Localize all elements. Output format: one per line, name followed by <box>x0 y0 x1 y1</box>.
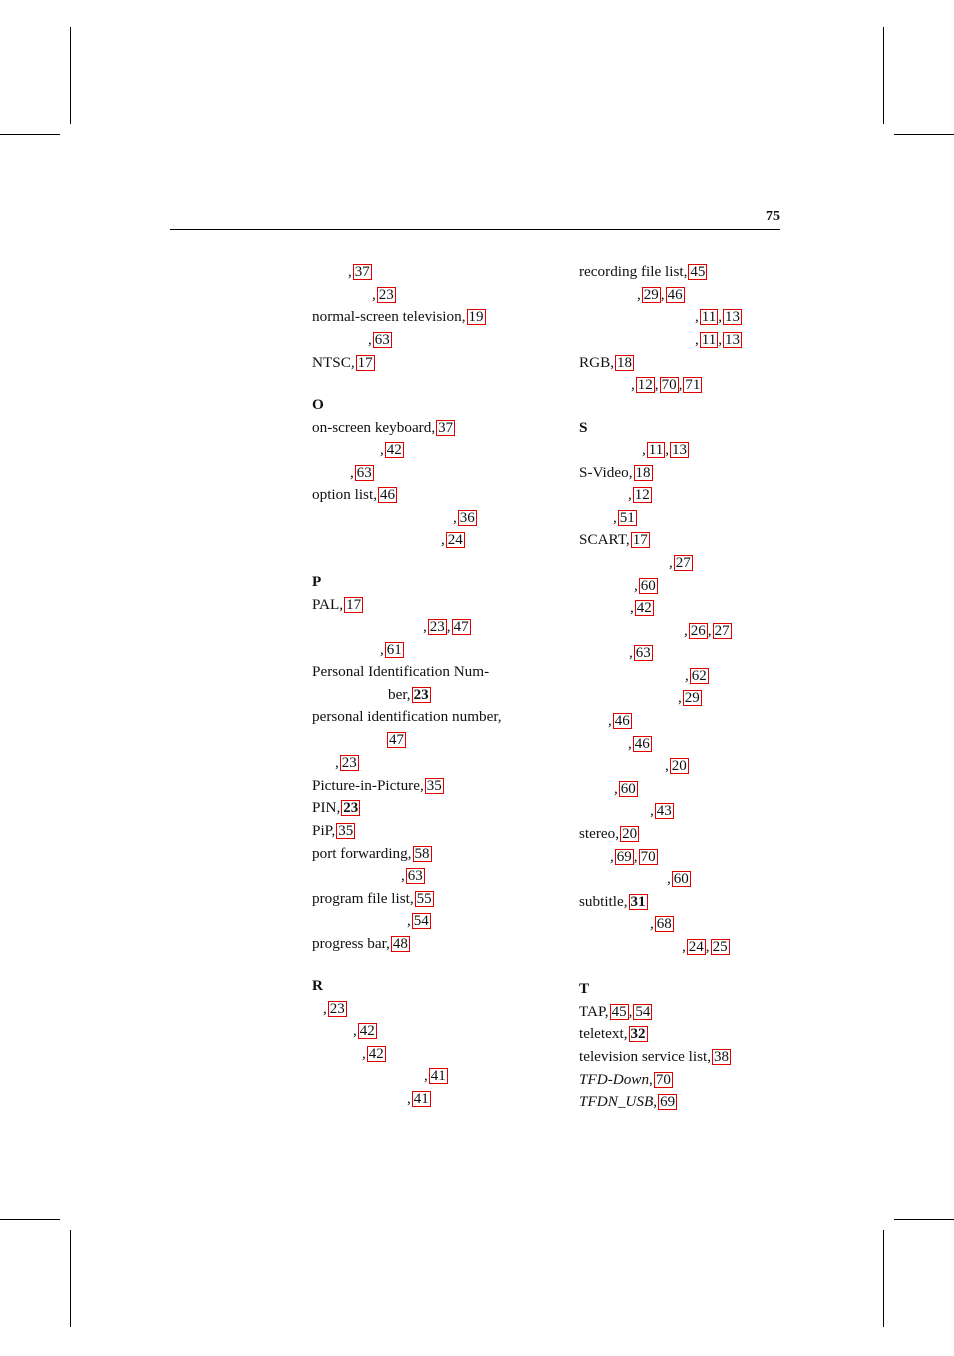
page-link[interactable]: 60 <box>640 578 656 594</box>
page-link[interactable]: 11 <box>701 332 717 348</box>
page-link[interactable]: 70 <box>661 377 677 393</box>
page-link[interactable]: 13 <box>725 309 741 325</box>
index-entry: , 51 <box>613 509 635 526</box>
index-entry: Picture-in-Picture, 35 <box>312 777 442 794</box>
page-link[interactable]: 27 <box>675 555 691 571</box>
index-entry: , 63 <box>350 464 372 481</box>
index-entry: , 42 <box>630 599 652 616</box>
entry-term: television service list <box>579 1048 708 1065</box>
page-link[interactable]: 12 <box>637 377 653 393</box>
section-letter: S <box>579 419 588 436</box>
page-link[interactable]: 70 <box>640 849 656 865</box>
index-entry: , 29 , 46 <box>637 286 683 303</box>
page-link[interactable]: 46 <box>667 287 683 303</box>
page-link[interactable]: 13 <box>672 442 688 458</box>
page-link[interactable]: 38 <box>714 1049 730 1065</box>
page-link[interactable]: 41 <box>430 1068 446 1084</box>
page-link[interactable]: 47 <box>453 619 469 635</box>
page-link[interactable]: 48 <box>392 936 408 952</box>
page-link[interactable]: 43 <box>656 803 672 819</box>
index-entry: , 42 <box>362 1045 384 1062</box>
index-entry: , 23 , 47 <box>423 618 469 635</box>
entry-term: Picture-in-Picture <box>312 777 420 794</box>
page-link[interactable]: 13 <box>725 332 741 348</box>
index-entry: , 46 <box>608 712 630 729</box>
index-entry: , 60 <box>614 780 636 797</box>
entry-term: recording file list <box>579 263 684 280</box>
page-link[interactable]: 24 <box>447 532 463 548</box>
index-entry: PiP, 35 <box>312 822 354 839</box>
header-rule <box>170 229 780 230</box>
index-entry: PAL, 17 <box>312 596 362 613</box>
page-link[interactable]: 12 <box>634 487 650 503</box>
index-entry: , 20 <box>665 757 687 774</box>
index-entry: , 41 <box>407 1090 429 1107</box>
index-entry: option list, 46 <box>312 486 395 503</box>
page-link[interactable]: 60 <box>673 871 689 887</box>
page-link[interactable]: 23 <box>329 1001 345 1017</box>
page-link[interactable]: 32 <box>630 1026 646 1042</box>
index-entry <box>312 706 502 728</box>
section-letter: T <box>579 980 590 997</box>
page-link[interactable]: 47 <box>389 732 404 748</box>
page-link[interactable]: 29 <box>684 690 700 706</box>
page-link[interactable]: 42 <box>636 600 652 616</box>
page-link[interactable]: 63 <box>356 465 372 481</box>
index-entry: , 61 <box>380 641 402 658</box>
index-entry: , 26 , 27 <box>684 622 730 639</box>
section-letter: R <box>312 977 323 994</box>
page-link[interactable]: 36 <box>459 510 475 526</box>
page-link[interactable]: 45 <box>611 1004 627 1020</box>
index-entry: TFD-Down, 70 <box>579 1071 671 1088</box>
index-entry: , 29 <box>678 689 700 706</box>
page-link[interactable]: 17 <box>346 597 362 613</box>
page-link[interactable]: 23 <box>413 687 429 703</box>
page-link[interactable]: 69 <box>616 849 632 865</box>
entry-term: ber <box>388 686 407 703</box>
entry-term: NTSC <box>312 354 351 371</box>
index-entry: TAP, 45 , 54 <box>579 1003 651 1020</box>
index-entry: , 23 <box>372 286 394 303</box>
index-entry: , 27 <box>669 554 691 571</box>
page-link[interactable]: 19 <box>468 309 484 325</box>
index-entry: , 24 <box>441 531 463 548</box>
index-entry <box>312 661 489 683</box>
crop-mark <box>883 1230 884 1327</box>
index-entry: , 63 <box>368 331 390 348</box>
page-link[interactable]: 26 <box>690 623 706 639</box>
entry-term: SCART <box>579 531 626 548</box>
page-link[interactable]: 11 <box>701 309 717 325</box>
index-entry: normal-screen television, 19 <box>312 308 484 325</box>
section-letter: O <box>312 396 324 413</box>
page-link[interactable]: 69 <box>660 1094 676 1110</box>
page-link[interactable]: 61 <box>386 642 402 658</box>
index-entry: , 11 , 13 <box>695 331 741 348</box>
entry-term: subtitle <box>579 893 624 910</box>
entry-term: TFDN_USB <box>579 1093 654 1110</box>
crop-mark <box>70 27 71 124</box>
index-entry: , 11 , 13 <box>642 441 688 458</box>
page-link[interactable]: 23 <box>341 755 357 771</box>
index-entry: , 46 <box>628 735 650 752</box>
crop-mark <box>0 1219 60 1220</box>
index-entry: , 60 <box>634 577 656 594</box>
index-entry: , 12 , 70 , 71 <box>631 376 701 393</box>
index-entry: , 42 <box>353 1022 375 1039</box>
page-link[interactable]: 63 <box>407 868 423 884</box>
index-entry: , 41 <box>424 1067 446 1084</box>
index-entry: subtitle, 31 <box>579 893 646 910</box>
page-link[interactable]: 46 <box>634 736 650 752</box>
crop-mark <box>883 27 884 124</box>
page-link[interactable]: 18 <box>617 355 633 371</box>
page-link[interactable]: 63 <box>374 332 390 348</box>
crop-mark <box>0 134 60 135</box>
entry-term: TAP <box>579 1003 605 1020</box>
index-entry: port forwarding, 58 <box>312 845 430 862</box>
index-entry: , 42 <box>380 441 402 458</box>
index-entry: PIN, 23 <box>312 799 359 816</box>
entry-term: teletext <box>579 1025 624 1042</box>
page-link[interactable]: 70 <box>655 1072 671 1088</box>
index-entry: , 11 , 13 <box>695 308 741 325</box>
page-link[interactable]: 46 <box>614 713 630 729</box>
index-entry: , 54 <box>407 912 429 929</box>
index-entry: , 68 <box>650 915 672 932</box>
index-entry: , 63 <box>629 644 651 661</box>
index-entry: , 60 <box>667 870 689 887</box>
page-link[interactable]: 35 <box>426 778 442 794</box>
page-link[interactable]: 60 <box>620 781 636 797</box>
index-entry: progress bar, 48 <box>312 935 408 952</box>
crop-mark <box>70 1230 71 1327</box>
index-entry: , 62 <box>685 667 707 684</box>
entry-term: option list <box>312 486 374 503</box>
section-letter: P <box>312 573 322 590</box>
index-entry: NTSC, 17 <box>312 354 373 371</box>
entry-term: program file list <box>312 890 410 907</box>
index-entry: recording file list, 45 <box>579 263 706 280</box>
entry-term: RGB <box>579 354 611 371</box>
page-link[interactable]: 58 <box>414 846 430 862</box>
entry-term: S-Video <box>579 464 629 481</box>
index-entry <box>386 729 406 751</box>
page-link[interactable]: 45 <box>690 264 706 280</box>
page-link[interactable]: 54 <box>413 913 429 929</box>
index-entry: SCART, 17 <box>579 531 648 548</box>
index-entry: program file list, 55 <box>312 890 432 907</box>
entry-term: PAL <box>312 596 340 613</box>
entry-term: TFD-Down <box>579 1071 650 1088</box>
page-link[interactable]: 42 <box>359 1023 375 1039</box>
page-link[interactable]: 62 <box>691 668 707 684</box>
page-link[interactable]: 17 <box>357 355 373 371</box>
index-entry: RGB, 18 <box>579 354 633 371</box>
index-entry: on-screen keyboard, 37 <box>312 419 454 436</box>
page-link[interactable]: 23 <box>343 800 359 816</box>
page-link[interactable]: 55 <box>416 891 432 907</box>
index-entry: S-Video, 18 <box>579 464 651 481</box>
page-link[interactable]: 68 <box>656 916 672 932</box>
page-link[interactable]: 35 <box>338 823 354 839</box>
entry-term: personal identification number, <box>312 708 502 725</box>
index-entry: , 24 , 25 <box>682 938 728 955</box>
page-link[interactable]: 42 <box>386 442 402 458</box>
index-entry: , 43 <box>650 802 672 819</box>
entry-term: PiP <box>312 822 332 839</box>
index-entry: television service list, 38 <box>579 1048 730 1065</box>
entry-term: Personal Identification Num- <box>312 663 490 680</box>
page-link[interactable]: 37 <box>438 420 454 436</box>
index-entry: teletext, 32 <box>579 1025 646 1042</box>
page-link[interactable]: 63 <box>635 645 651 661</box>
index-entry: stereo, 20 <box>579 825 638 842</box>
page-link[interactable]: 46 <box>379 487 395 503</box>
page-link[interactable]: 11 <box>648 442 664 458</box>
page-link[interactable]: 23 <box>429 619 445 635</box>
page-link[interactable]: 17 <box>632 532 648 548</box>
page-link[interactable]: 18 <box>635 465 651 481</box>
page-link[interactable]: 37 <box>354 264 370 280</box>
index-entry: , 12 <box>628 486 650 503</box>
page-link[interactable]: 29 <box>643 287 659 303</box>
entry-term: port forwarding <box>312 845 408 862</box>
page-link[interactable]: 51 <box>619 510 635 526</box>
index-entry: TFDN_USB, 69 <box>579 1093 676 1110</box>
index-entry: , 23 <box>323 1000 345 1017</box>
page-link[interactable]: 41 <box>413 1091 429 1107</box>
crop-mark <box>894 1219 954 1220</box>
entry-term: progress bar <box>312 935 387 952</box>
entry-term: on-screen keyboard <box>312 419 432 436</box>
page-link[interactable]: 54 <box>635 1004 651 1020</box>
page-link[interactable]: 20 <box>671 758 687 774</box>
index-entry: , 69 , 70 <box>610 848 656 865</box>
page-link[interactable]: 23 <box>378 287 394 303</box>
index-entry: , 37 <box>348 263 370 280</box>
page-link[interactable]: 24 <box>688 939 704 955</box>
page-link[interactable]: 71 <box>685 377 701 393</box>
index-entry: , 36 <box>453 509 475 526</box>
page-link[interactable]: 42 <box>368 1046 384 1062</box>
index-entry: ber, 23 <box>388 686 429 703</box>
crop-mark <box>894 134 954 135</box>
page-link[interactable]: 31 <box>630 894 646 910</box>
page-link[interactable]: 27 <box>714 623 730 639</box>
entry-term: PIN <box>312 799 337 816</box>
page-link[interactable]: 25 <box>712 939 728 955</box>
index-entry: , 63 <box>401 867 423 884</box>
page-link[interactable]: 20 <box>622 826 638 842</box>
page-number: 75 <box>766 209 780 224</box>
entry-term: stereo <box>579 825 616 842</box>
index-entry: , 23 <box>335 754 357 771</box>
entry-term: normal-screen television <box>312 308 462 325</box>
